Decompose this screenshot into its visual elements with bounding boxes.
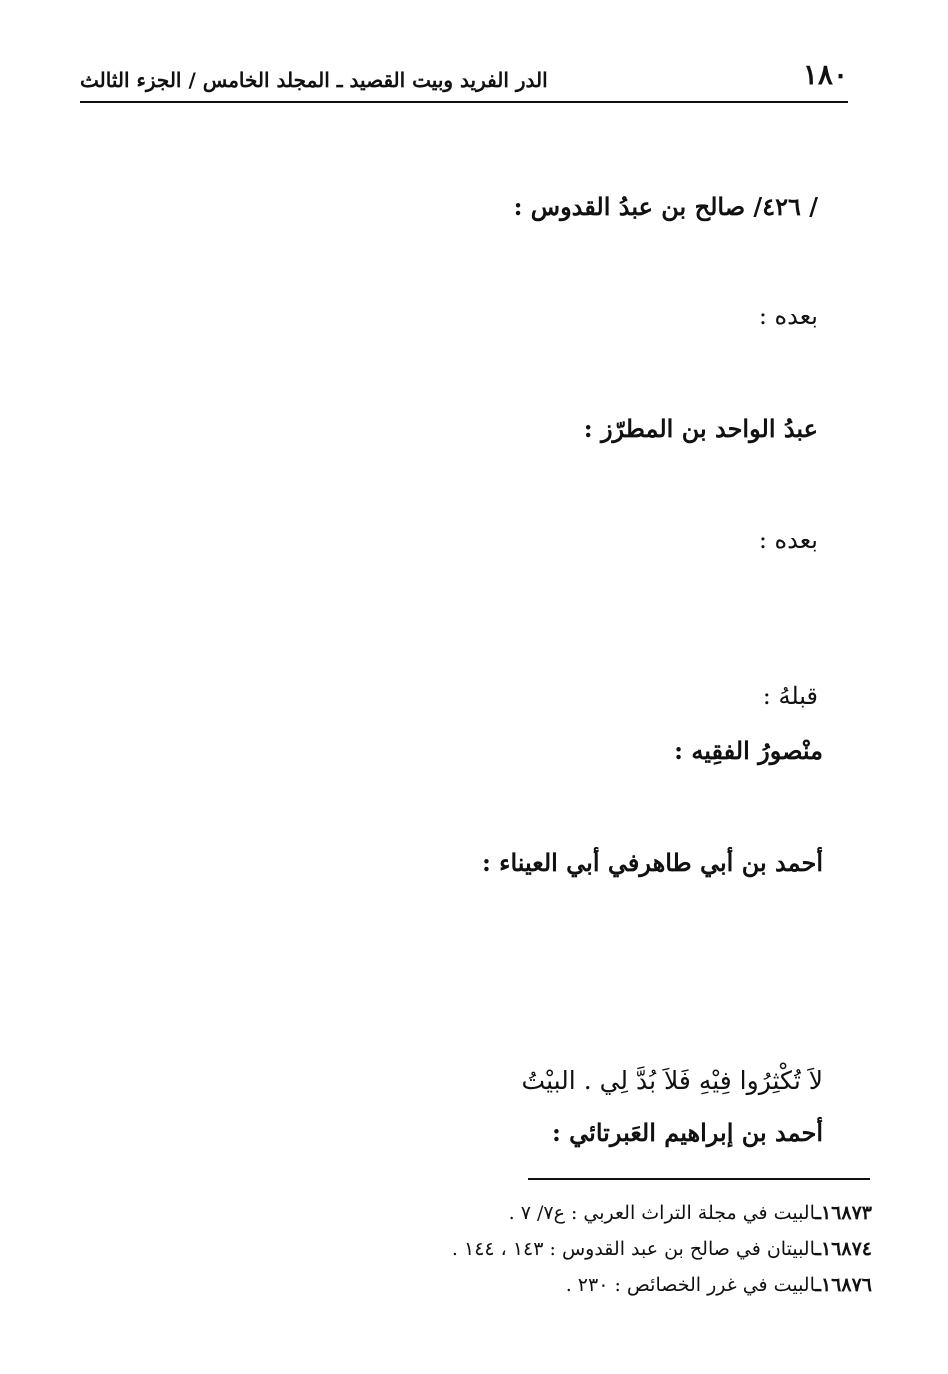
footnote-text: البيت في مجلة التراث العربي : ع٧/ ٧ . (508, 1202, 816, 1224)
poet-heading: عبدُ الواحد بن المطرّز : (583, 414, 818, 443)
note-after: بعده : (758, 526, 818, 554)
footnote-rule (528, 1178, 870, 1180)
verse-reference: لاَ تُكْثِرُوا فِيْهِ فَلاَ بُدَّ لِي . البيْتُ (521, 1066, 823, 1095)
footnote (509, 1202, 872, 1224)
poet-heading: / ٤٢٦/ صالح بن عبدُ القدوس : (513, 192, 818, 221)
footnote-number: ١٦٨٧٣ـ (815, 1202, 872, 1224)
footnote (566, 1274, 872, 1296)
poet-heading: أحمد بن أبي طاهرفي أبي العيناء : (481, 848, 823, 877)
poet-heading: أحمد بن إبراهيم العَبرتائي : (551, 1118, 823, 1147)
running-title: الدر الفريد وبيت القصيد ـ المجلد الخامس / الجزء الثالث (80, 68, 548, 92)
footnote-number: ١٦٨٧٤ـ (815, 1238, 872, 1260)
footnote-text: البيت في غرر الخصائص : ٢٣٠ . (565, 1274, 816, 1296)
footnote-number: ١٦٨٧٦ـ (815, 1274, 872, 1296)
footnote (452, 1238, 872, 1260)
note-before: قبلهُ : (762, 682, 818, 710)
footnote-text: البيتان في صالح بن عبد القدوس : ١٤٣ ، ١٤٤ . (451, 1238, 816, 1260)
page-number: ١٨٠ (802, 58, 848, 91)
poet-heading: منْصورُ الفقِيه : (674, 736, 823, 765)
note-after: بعده : (758, 302, 818, 330)
